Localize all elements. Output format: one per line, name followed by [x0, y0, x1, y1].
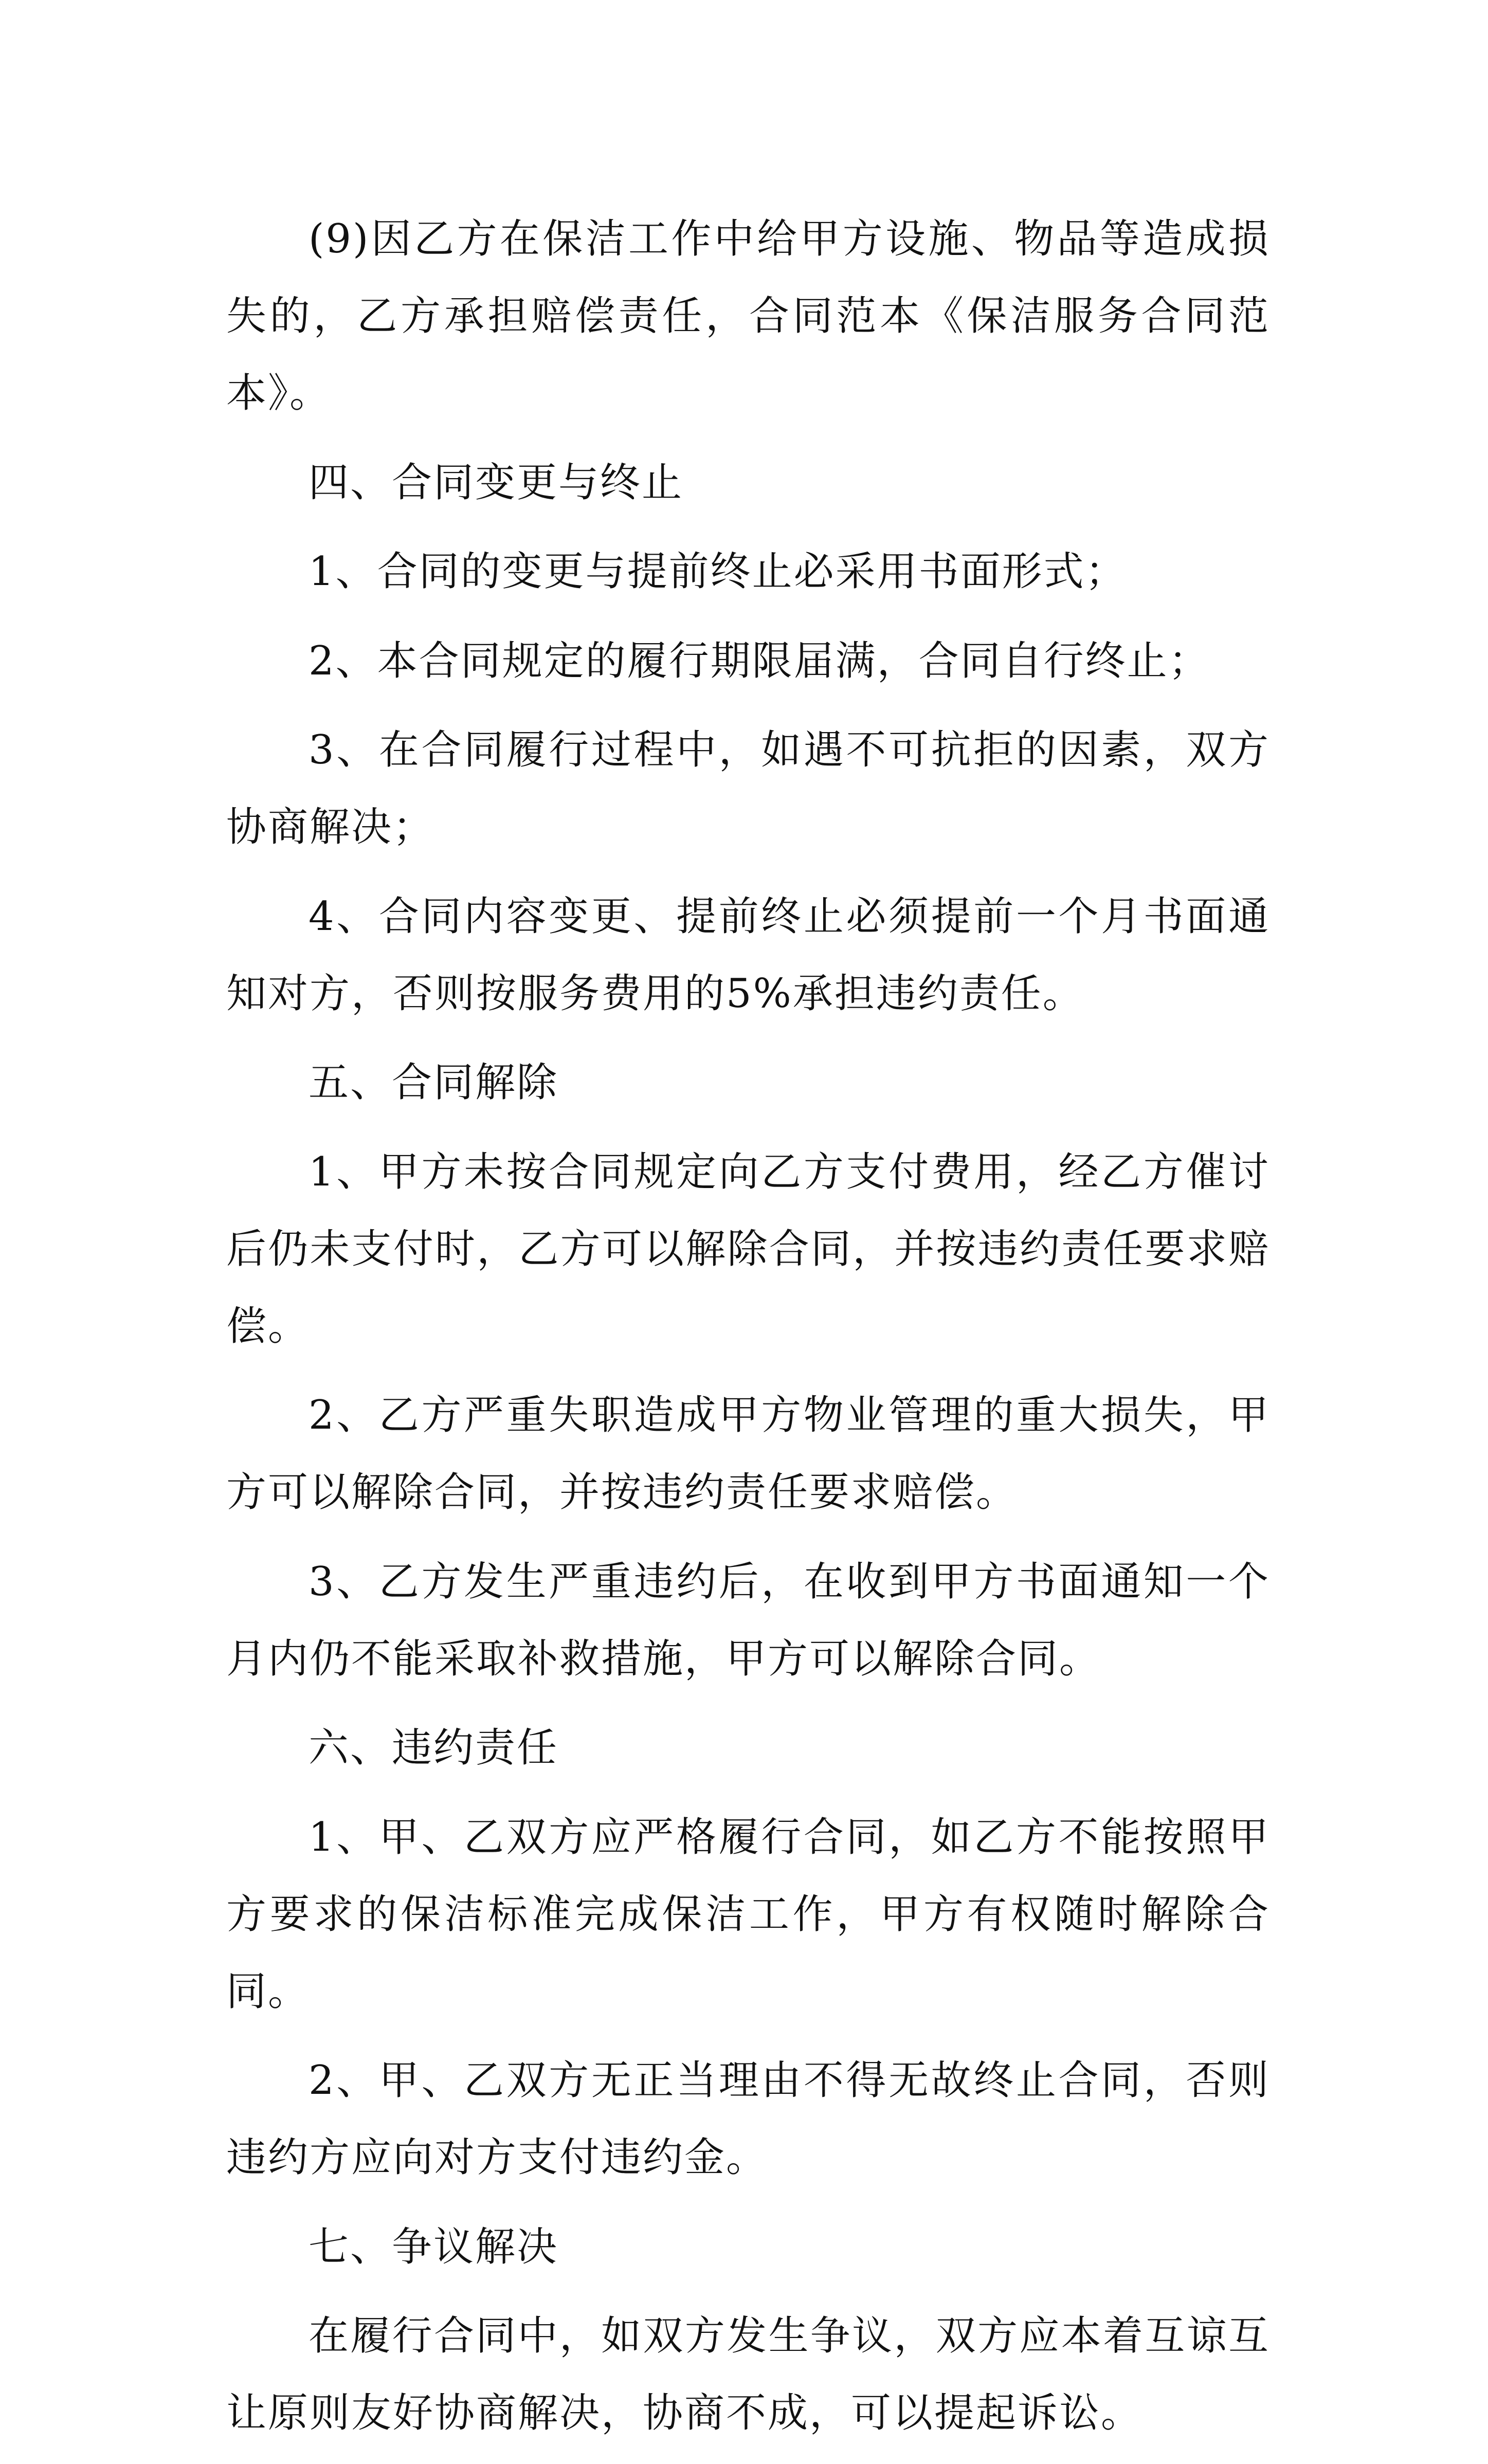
paragraph-6-1: 1、甲、乙双方应严格履行合同，如乙方不能按照甲方要求的保洁标准完成保洁工作，甲方有权随时解除合同。 — [226, 1814, 1270, 2015]
section-heading-dispute-resolution: 七、争议解决 — [309, 2223, 559, 2270]
section-heading-change-termination: 四、合同变更与终止 — [309, 459, 684, 506]
paragraph-4-1: 1、合同的变更与提前终止必采用书面形式； — [309, 549, 1127, 595]
paragraph-6-2: 2、甲、乙双方无正当理由不得无故终止合同，否则违约方应向对方支付违约金。 — [226, 2057, 1270, 2181]
paragraph-5-1: 1、甲方未按合同规定向乙方支付费用，经乙方催讨后仍未支付时，乙方可以解除合同，并按违约责任要求赔偿。 — [226, 1148, 1270, 1349]
paragraph-5-3: 3、乙方发生严重违约后，在收到甲方书面通知一个月内仍不能采取补救措施，甲方可以解除合同。 — [226, 1558, 1270, 1682]
paragraph-7-1: 在履行合同中，如双方发生争议，双方应本着互谅互让原则友好协商解决，协商不成，可以提起诉讼。 — [226, 2313, 1270, 2436]
paragraph-clause-9: (9)因乙方在保洁工作中给甲方设施、物品等造成损失的，乙方承担赔偿责任，合同范本《保洁服务合同范本》。 — [226, 216, 1270, 416]
paragraph-4-2: 2、本合同规定的履行期限届满，合同自行终止； — [309, 637, 1210, 684]
paragraph-4-3: 3、在合同履行过程中，如遇不可抗拒的因素，双方协商解决； — [226, 727, 1270, 850]
document-body — [226, 200, 1270, 2464]
section-heading-breach-liability: 六、违约责任 — [309, 1725, 559, 1771]
paragraph-4-4: 4、合同内容变更、提前终止必须提前一个月书面通知对方，否则按服务费用的5%承担违约责任。 — [226, 893, 1270, 1017]
paragraph-5-2: 2、乙方严重失职造成甲方物业管理的重大损失，甲方可以解除合同，并按违约责任要求赔偿。 — [226, 1392, 1270, 1516]
section-heading-contract-rescission: 五、合同解除 — [309, 1060, 559, 1106]
